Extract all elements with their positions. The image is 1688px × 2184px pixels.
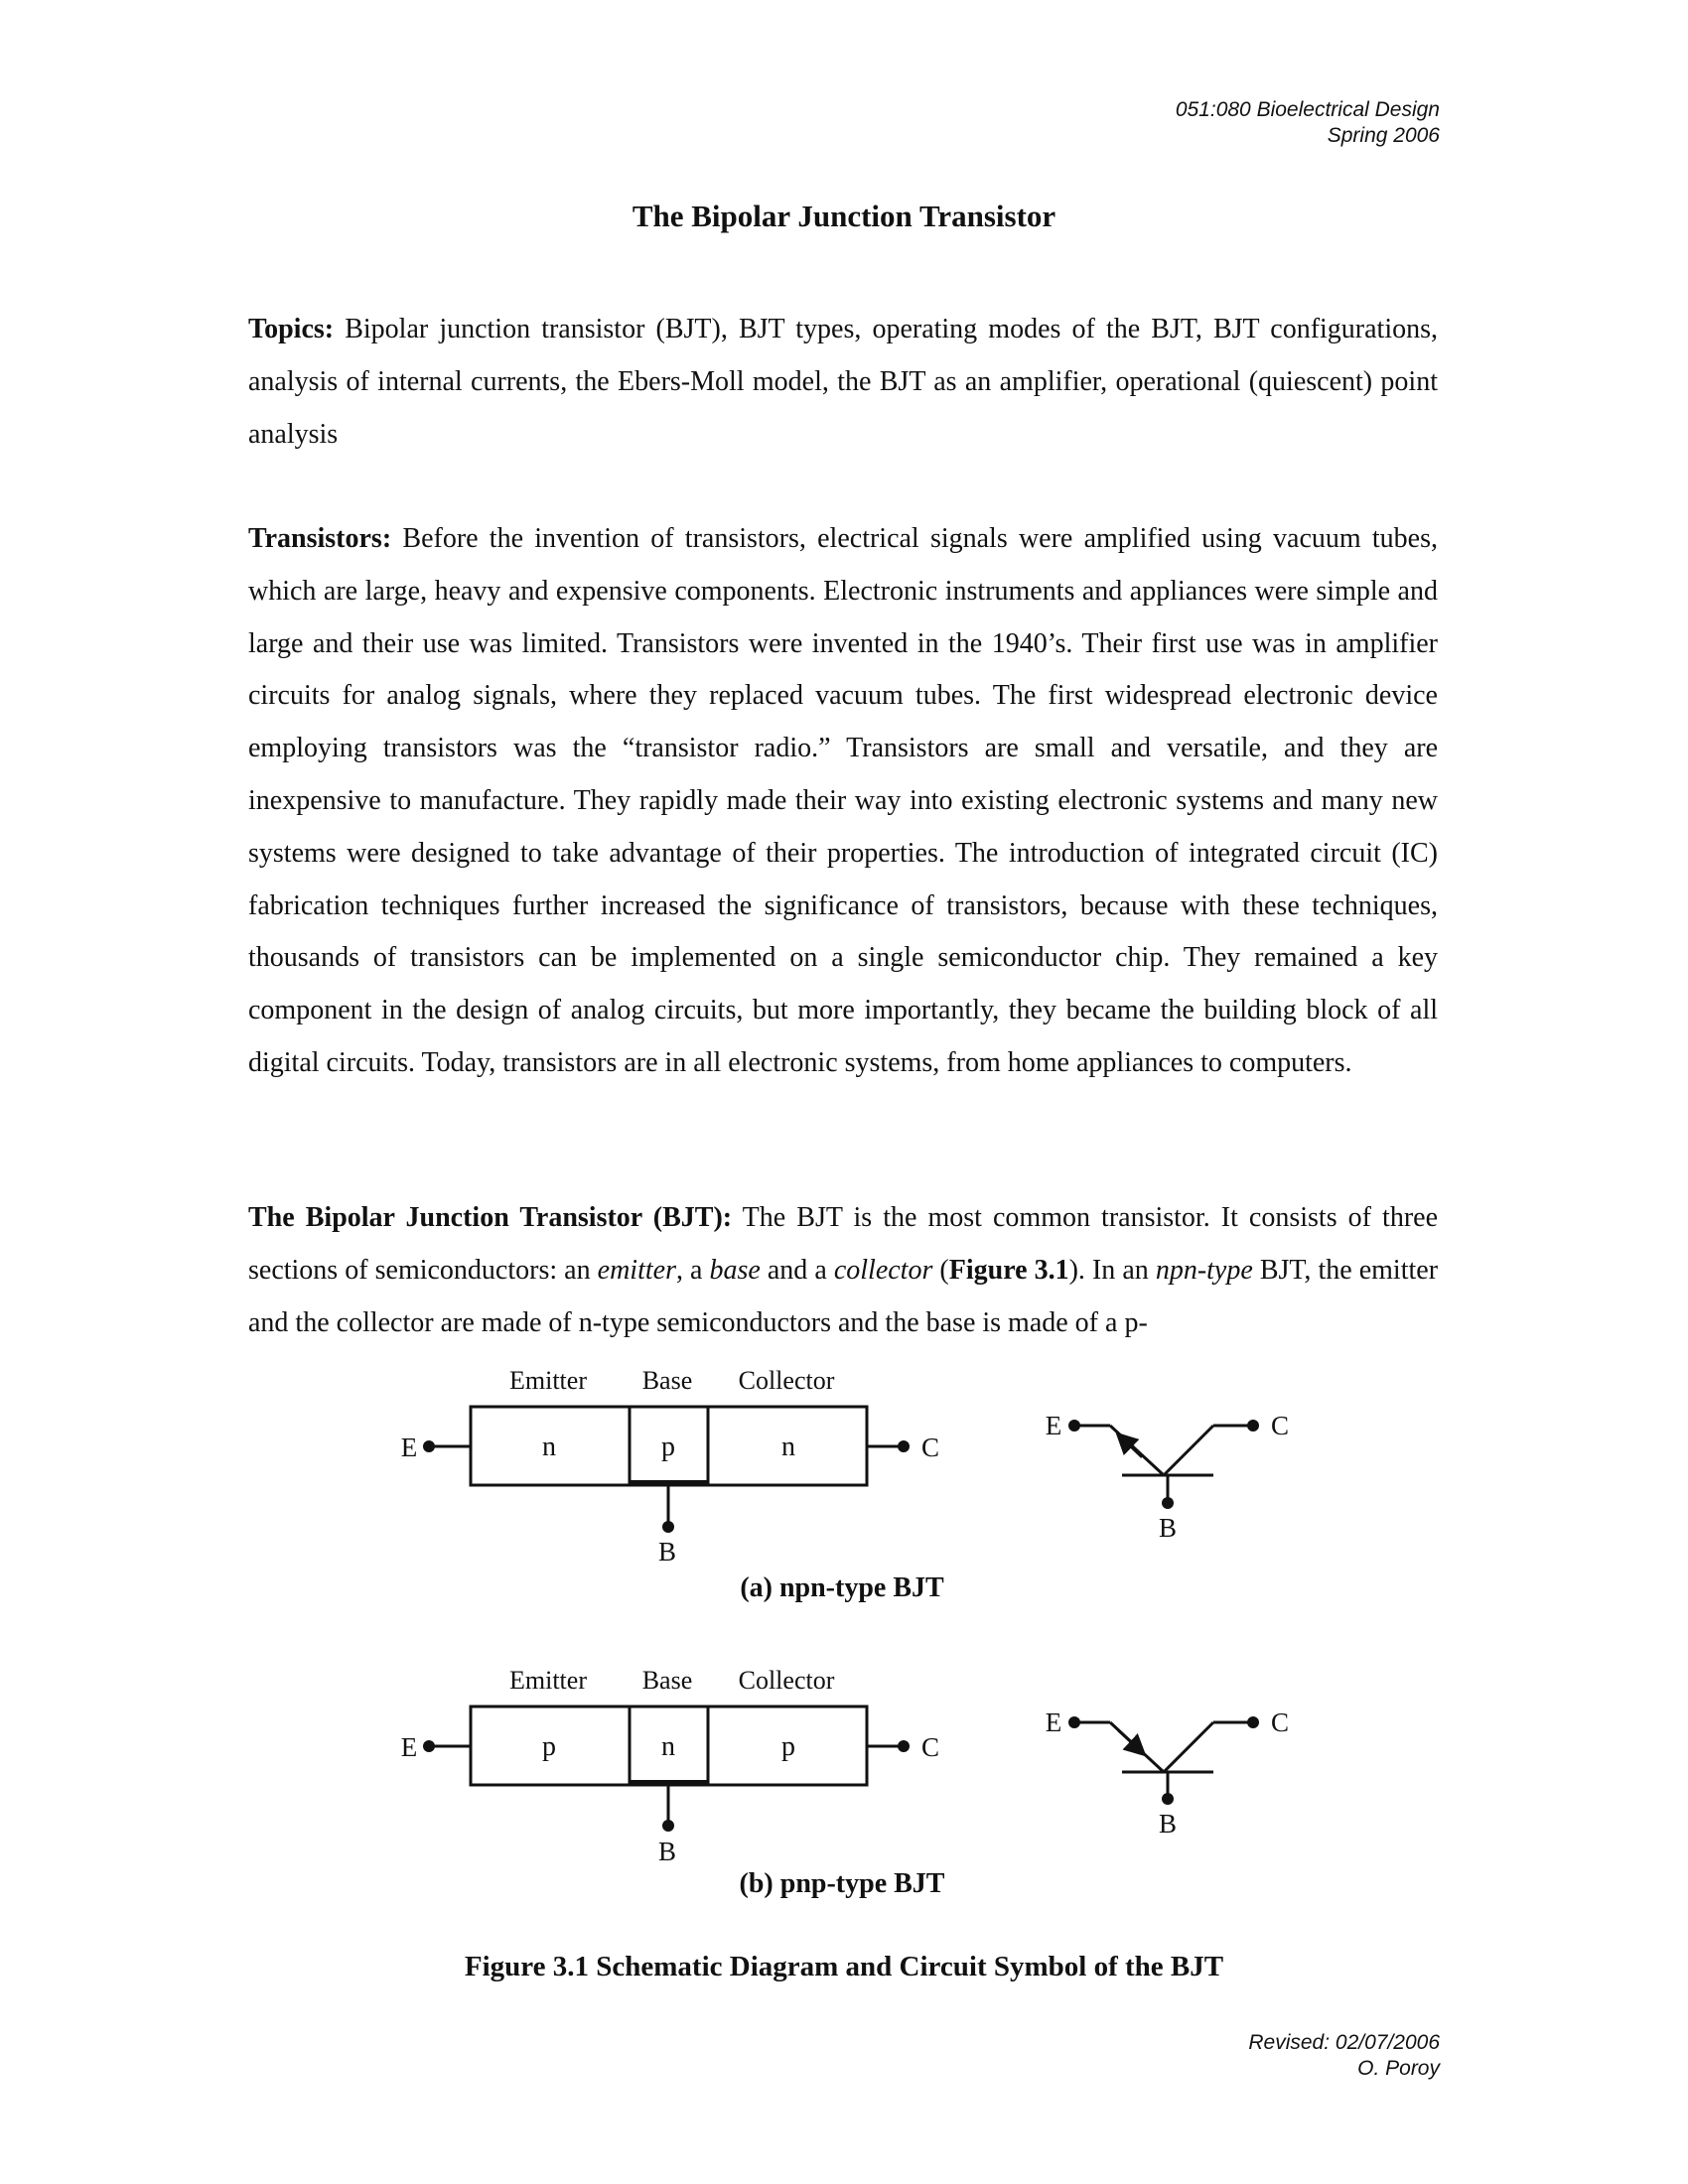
pnp-sym-emitter-terminal <box>1068 1716 1080 1728</box>
bjt-text-4: ( <box>932 1254 949 1286</box>
pnp-sym-arrow <box>1118 1730 1145 1755</box>
npn-sym-arrow <box>1117 1433 1142 1457</box>
npn-sym-base-terminal <box>1162 1497 1174 1509</box>
course-name: 051:080 Bioelectrical Design <box>1175 98 1440 121</box>
transistors-label: Transistors: <box>248 523 392 554</box>
author: O. Poroy <box>1357 2057 1440 2080</box>
term-collector: collector <box>833 1254 933 1286</box>
bjt-text-6: BJT, the emitter and the collector are made of n-type semiconductors and the base is made of a p- <box>248 1254 1439 1338</box>
pnp-sym-C-label: C <box>1270 1707 1290 1737</box>
pnp-collector-label: Collector <box>738 1666 835 1695</box>
pnp-B-label: B <box>657 1837 677 1866</box>
npn-collector-region: n <box>781 1432 795 1462</box>
npn-base-label: Base <box>641 1366 693 1395</box>
npn-collector-terminal <box>898 1440 910 1452</box>
pnp-symbol <box>1046 1707 1289 1839</box>
npn-schematic <box>401 1366 939 1567</box>
pnp-schematic <box>401 1666 939 1866</box>
npn-collector-label: Collector <box>738 1366 835 1395</box>
term-npn-type: npn-type <box>1155 1254 1253 1286</box>
npn-E-label: E <box>400 1433 418 1462</box>
npn-symbol <box>1046 1411 1289 1543</box>
pnp-base-region: n <box>661 1731 675 1762</box>
pnp-emitter-region: p <box>542 1731 556 1762</box>
npn-emitter-terminal <box>423 1440 435 1452</box>
npn-B-label: B <box>657 1537 677 1567</box>
npn-base-region: p <box>661 1432 675 1462</box>
npn-sym-B-label: B <box>1158 1513 1178 1543</box>
npn-base-terminal <box>662 1521 674 1533</box>
npn-caption: (a) npn-type BJT <box>740 1572 944 1603</box>
pnp-sym-collector-terminal <box>1247 1716 1259 1728</box>
bjt-text-1: The BJT is the most common transistor. It consists of three sections of semiconductors: an <box>248 1202 1438 1286</box>
npn-emitter-label: Emitter <box>509 1366 587 1395</box>
bjt-label: The Bipolar Junction Transistor (BJT): <box>248 1202 733 1233</box>
pnp-base-label: Base <box>641 1666 693 1695</box>
pnp-C-label: C <box>920 1732 940 1762</box>
npn-sym-E-label: E <box>1045 1411 1062 1440</box>
pnp-sym-B-label: B <box>1158 1809 1178 1839</box>
npn-sym-emitter-terminal <box>1068 1420 1080 1432</box>
topics-text: Bipolar junction transistor (BJT), BJT types, operating modes of the BJT, BJT configurations, analysis of internal currents, the Ebers-Moll model, the BJT as an amplifier, operational (quiescent) point analysis <box>248 314 1438 450</box>
pnp-sym-base-terminal <box>1162 1793 1174 1805</box>
page-footer <box>1248 2030 1440 2082</box>
bjt-text-5: ). In an <box>1068 1254 1156 1286</box>
bjt-text-3: and a <box>760 1254 834 1286</box>
course-term: Spring 2006 <box>1327 124 1440 147</box>
pnp-emitter-label: Emitter <box>509 1666 587 1695</box>
npn-sym-C-label: C <box>1270 1411 1290 1440</box>
revised-date: Revised: 02/07/2006 <box>1248 2031 1440 2054</box>
term-emitter: emitter <box>597 1254 676 1286</box>
pnp-E-label: E <box>400 1732 418 1762</box>
npn-C-label: C <box>920 1433 940 1462</box>
pnp-collector-region: p <box>781 1731 795 1762</box>
figure-reference: Figure 3.1 <box>948 1254 1069 1286</box>
document-title: The Bipolar Junction Transistor <box>632 199 1056 233</box>
term-base: base <box>709 1254 761 1286</box>
pnp-base-terminal <box>662 1820 674 1832</box>
transistors-text: Before the invention of transistors, electrical signals were amplified using vacuum tubes, which are large, heavy and expensive components. Electronic instruments and appliances were simple and large and their use was limited. Transistors were invented in the 1940’s. Their first use was in amplifier circuits for analog signals, where they replaced vacuum tubes. The first widespread electronic device employing transistors was the “transistor radio.” Transistors are small and versatile, and they are inexpensive to manufacture. They rapidly made their way into existing electronic systems and many new systems were designed to take advantage of their properties. The introduction of integrated circuit (IC) fabrication techniques further increased the significance of transistors, because with these techniques, thousands of transistors can be implemented on a single semiconductor chip. They remained a key component in the design of analog circuits, but more importantly, they became the building block of all digital circuits. Today, transistors are in all electronic systems, from home appliances to computers. <box>248 523 1438 1078</box>
topics-label: Topics: <box>248 314 335 344</box>
npn-emitter-region: n <box>542 1432 556 1462</box>
pnp-collector-terminal <box>898 1740 910 1752</box>
pnp-sym-E-label: E <box>1045 1707 1062 1737</box>
pnp-caption: (b) pnp-type BJT <box>739 1868 945 1899</box>
npn-sym-collector-terminal <box>1247 1420 1259 1432</box>
pnp-emitter-terminal <box>423 1740 435 1752</box>
figure-caption: Figure 3.1 Schematic Diagram and Circuit Symbol of the BJT <box>464 1951 1224 1982</box>
bjt-text-2: , a <box>675 1254 710 1286</box>
